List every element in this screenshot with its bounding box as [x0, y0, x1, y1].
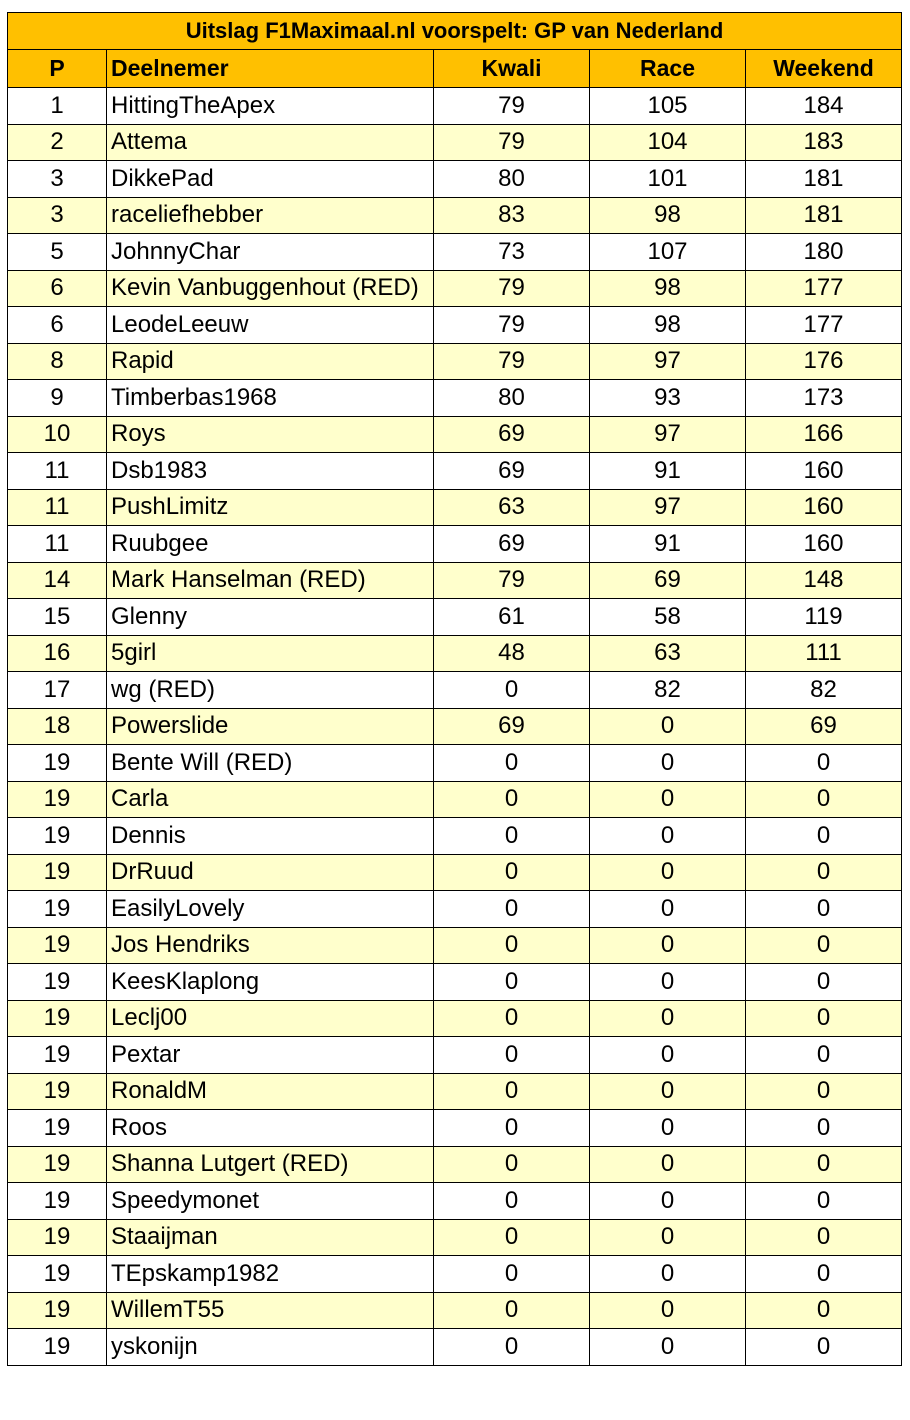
cell-weekend: 69 [746, 708, 902, 745]
cell-weekend: 160 [746, 489, 902, 526]
cell-participant: Shanna Lutgert (RED) [107, 1146, 434, 1183]
table-row [8, 270, 902, 307]
cell-position: 8 [8, 343, 107, 380]
table-row [8, 234, 902, 271]
cell-weekend: 181 [746, 161, 902, 198]
cell-position: 19 [8, 927, 107, 964]
cell-position: 19 [8, 891, 107, 928]
cell-participant: Jos Hendriks [107, 927, 434, 964]
cell-participant: Dsb1983 [107, 453, 434, 490]
cell-kwali: 0 [434, 1329, 590, 1366]
table-row [8, 1256, 902, 1293]
cell-kwali: 0 [434, 781, 590, 818]
cell-participant: Attema [107, 124, 434, 161]
cell-kwali: 0 [434, 927, 590, 964]
cell-weekend: 166 [746, 416, 902, 453]
cell-participant: Staaijman [107, 1219, 434, 1256]
cell-race: 0 [590, 781, 746, 818]
cell-weekend: 0 [746, 1183, 902, 1220]
cell-position: 19 [8, 1183, 107, 1220]
cell-kwali: 0 [434, 1256, 590, 1293]
cell-weekend: 0 [746, 891, 902, 928]
header-race: Race [590, 50, 746, 88]
cell-race: 98 [590, 307, 746, 344]
cell-weekend: 173 [746, 380, 902, 417]
cell-weekend: 183 [746, 124, 902, 161]
table-row [8, 562, 902, 599]
table-row [8, 891, 902, 928]
cell-position: 14 [8, 562, 107, 599]
cell-participant: KeesKlaplong [107, 964, 434, 1001]
cell-race: 97 [590, 489, 746, 526]
cell-race: 97 [590, 343, 746, 380]
cell-participant: Dennis [107, 818, 434, 855]
cell-position: 19 [8, 1110, 107, 1147]
cell-kwali: 69 [434, 416, 590, 453]
table-row [8, 1219, 902, 1256]
cell-position: 19 [8, 854, 107, 891]
table-row [8, 1292, 902, 1329]
cell-participant: LeodeLeeuw [107, 307, 434, 344]
cell-kwali: 80 [434, 380, 590, 417]
cell-kwali: 73 [434, 234, 590, 271]
cell-participant: wg (RED) [107, 672, 434, 709]
table-row [8, 1183, 902, 1220]
cell-participant: EasilyLovely [107, 891, 434, 928]
cell-position: 19 [8, 1146, 107, 1183]
table-row [8, 197, 902, 234]
cell-position: 11 [8, 526, 107, 563]
cell-position: 15 [8, 599, 107, 636]
cell-kwali: 0 [434, 1000, 590, 1037]
results-table [7, 12, 902, 1366]
cell-position: 19 [8, 964, 107, 1001]
cell-participant: Carla [107, 781, 434, 818]
table-row [8, 161, 902, 198]
header-row [8, 50, 902, 88]
cell-participant: Roos [107, 1110, 434, 1147]
cell-kwali: 0 [434, 1292, 590, 1329]
cell-participant: 5girl [107, 635, 434, 672]
table-row [8, 88, 902, 125]
cell-participant: Speedymonet [107, 1183, 434, 1220]
cell-kwali: 0 [434, 1146, 590, 1183]
cell-weekend: 177 [746, 307, 902, 344]
cell-position: 19 [8, 745, 107, 782]
cell-kwali: 69 [434, 708, 590, 745]
cell-weekend: 160 [746, 453, 902, 490]
cell-race: 0 [590, 927, 746, 964]
header-participant: Deelnemer [107, 50, 434, 88]
cell-participant: Bente Will (RED) [107, 745, 434, 782]
cell-kwali: 61 [434, 599, 590, 636]
cell-position: 11 [8, 489, 107, 526]
cell-kwali: 0 [434, 854, 590, 891]
table-row [8, 1073, 902, 1110]
cell-race: 0 [590, 1073, 746, 1110]
cell-race: 93 [590, 380, 746, 417]
cell-race: 91 [590, 526, 746, 563]
cell-position: 19 [8, 781, 107, 818]
cell-participant: Pextar [107, 1037, 434, 1074]
cell-kwali: 0 [434, 745, 590, 782]
cell-race: 104 [590, 124, 746, 161]
cell-race: 0 [590, 1183, 746, 1220]
table-title: Uitslag F1Maximaal.nl voorspelt: GP van Nederland [8, 13, 902, 50]
cell-weekend: 111 [746, 635, 902, 672]
cell-position: 6 [8, 307, 107, 344]
cell-kwali: 0 [434, 964, 590, 1001]
cell-kwali: 79 [434, 124, 590, 161]
cell-position: 19 [8, 1256, 107, 1293]
cell-kwali: 79 [434, 307, 590, 344]
cell-position: 10 [8, 416, 107, 453]
table-row [8, 1037, 902, 1074]
cell-position: 9 [8, 380, 107, 417]
cell-weekend: 0 [746, 1219, 902, 1256]
cell-weekend: 0 [746, 1292, 902, 1329]
cell-kwali: 80 [434, 161, 590, 198]
table-row [8, 964, 902, 1001]
cell-race: 107 [590, 234, 746, 271]
table-row [8, 818, 902, 855]
table-row [8, 672, 902, 709]
cell-race: 97 [590, 416, 746, 453]
cell-race: 0 [590, 1256, 746, 1293]
cell-kwali: 0 [434, 1110, 590, 1147]
cell-weekend: 0 [746, 818, 902, 855]
cell-position: 1 [8, 88, 107, 125]
cell-race: 69 [590, 562, 746, 599]
cell-race: 98 [590, 270, 746, 307]
table-row [8, 781, 902, 818]
cell-weekend: 0 [746, 854, 902, 891]
cell-participant: RonaldM [107, 1073, 434, 1110]
table-row [8, 526, 902, 563]
cell-weekend: 177 [746, 270, 902, 307]
cell-kwali: 79 [434, 88, 590, 125]
cell-position: 5 [8, 234, 107, 271]
cell-participant: Kevin Vanbuggenhout (RED) [107, 270, 434, 307]
cell-race: 58 [590, 599, 746, 636]
cell-kwali: 0 [434, 818, 590, 855]
cell-kwali: 0 [434, 1183, 590, 1220]
cell-weekend: 0 [746, 964, 902, 1001]
table-row [8, 343, 902, 380]
cell-position: 3 [8, 161, 107, 198]
cell-race: 0 [590, 1000, 746, 1037]
cell-weekend: 0 [746, 927, 902, 964]
cell-race: 0 [590, 1219, 746, 1256]
cell-race: 0 [590, 1146, 746, 1183]
cell-weekend: 0 [746, 1037, 902, 1074]
table-row [8, 745, 902, 782]
cell-weekend: 181 [746, 197, 902, 234]
cell-position: 19 [8, 1000, 107, 1037]
table-row [8, 1146, 902, 1183]
cell-participant: DrRuud [107, 854, 434, 891]
cell-participant: raceliefhebber [107, 197, 434, 234]
cell-position: 2 [8, 124, 107, 161]
cell-race: 0 [590, 1110, 746, 1147]
title-row [8, 13, 902, 50]
cell-participant: Mark Hanselman (RED) [107, 562, 434, 599]
cell-participant: JohnnyChar [107, 234, 434, 271]
cell-position: 11 [8, 453, 107, 490]
cell-race: 0 [590, 745, 746, 782]
cell-weekend: 0 [746, 1146, 902, 1183]
cell-weekend: 184 [746, 88, 902, 125]
table-row [8, 489, 902, 526]
cell-position: 19 [8, 818, 107, 855]
cell-position: 19 [8, 1073, 107, 1110]
header-kwali: Kwali [434, 50, 590, 88]
cell-race: 101 [590, 161, 746, 198]
cell-kwali: 0 [434, 672, 590, 709]
cell-race: 0 [590, 1037, 746, 1074]
cell-weekend: 0 [746, 781, 902, 818]
results-body [8, 88, 902, 1366]
cell-race: 0 [590, 854, 746, 891]
cell-kwali: 69 [434, 453, 590, 490]
table-row [8, 453, 902, 490]
table-row [8, 927, 902, 964]
cell-position: 6 [8, 270, 107, 307]
cell-position: 3 [8, 197, 107, 234]
cell-kwali: 79 [434, 270, 590, 307]
cell-weekend: 0 [746, 1073, 902, 1110]
cell-kwali: 83 [434, 197, 590, 234]
cell-weekend: 0 [746, 1000, 902, 1037]
cell-kwali: 79 [434, 562, 590, 599]
table-row [8, 1329, 902, 1366]
cell-race: 0 [590, 1329, 746, 1366]
cell-position: 19 [8, 1037, 107, 1074]
cell-weekend: 160 [746, 526, 902, 563]
cell-participant: HittingTheApex [107, 88, 434, 125]
header-weekend: Weekend [746, 50, 902, 88]
cell-weekend: 0 [746, 1329, 902, 1366]
cell-kwali: 79 [434, 343, 590, 380]
table-row [8, 635, 902, 672]
cell-participant: Leclj00 [107, 1000, 434, 1037]
cell-weekend: 0 [746, 745, 902, 782]
cell-position: 19 [8, 1292, 107, 1329]
cell-race: 63 [590, 635, 746, 672]
cell-participant: yskonijn [107, 1329, 434, 1366]
cell-race: 98 [590, 197, 746, 234]
cell-position: 18 [8, 708, 107, 745]
cell-race: 91 [590, 453, 746, 490]
cell-kwali: 0 [434, 891, 590, 928]
cell-weekend: 82 [746, 672, 902, 709]
table-row [8, 124, 902, 161]
cell-participant: Ruubgee [107, 526, 434, 563]
table-row [8, 380, 902, 417]
cell-participant: Roys [107, 416, 434, 453]
cell-position: 19 [8, 1329, 107, 1366]
table-row [8, 599, 902, 636]
cell-position: 17 [8, 672, 107, 709]
cell-race: 0 [590, 708, 746, 745]
header-position: P [8, 50, 107, 88]
cell-weekend: 0 [746, 1110, 902, 1147]
cell-kwali: 0 [434, 1073, 590, 1110]
cell-participant: WillemT55 [107, 1292, 434, 1329]
cell-kwali: 63 [434, 489, 590, 526]
cell-weekend: 0 [746, 1256, 902, 1293]
cell-participant: TEpskamp1982 [107, 1256, 434, 1293]
cell-race: 0 [590, 891, 746, 928]
cell-weekend: 119 [746, 599, 902, 636]
cell-participant: Timberbas1968 [107, 380, 434, 417]
cell-kwali: 0 [434, 1037, 590, 1074]
cell-weekend: 176 [746, 343, 902, 380]
cell-race: 0 [590, 964, 746, 1001]
cell-participant: Rapid [107, 343, 434, 380]
table-row [8, 708, 902, 745]
cell-kwali: 0 [434, 1219, 590, 1256]
table-row [8, 307, 902, 344]
cell-participant: DikkePad [107, 161, 434, 198]
table-row [8, 1000, 902, 1037]
cell-participant: PushLimitz [107, 489, 434, 526]
cell-position: 16 [8, 635, 107, 672]
cell-participant: Glenny [107, 599, 434, 636]
cell-race: 0 [590, 818, 746, 855]
cell-race: 82 [590, 672, 746, 709]
table-row [8, 416, 902, 453]
cell-race: 105 [590, 88, 746, 125]
table-row [8, 854, 902, 891]
cell-race: 0 [590, 1292, 746, 1329]
cell-weekend: 180 [746, 234, 902, 271]
cell-position: 19 [8, 1219, 107, 1256]
cell-kwali: 69 [434, 526, 590, 563]
table-row [8, 1110, 902, 1147]
cell-kwali: 48 [434, 635, 590, 672]
cell-weekend: 148 [746, 562, 902, 599]
cell-participant: Powerslide [107, 708, 434, 745]
